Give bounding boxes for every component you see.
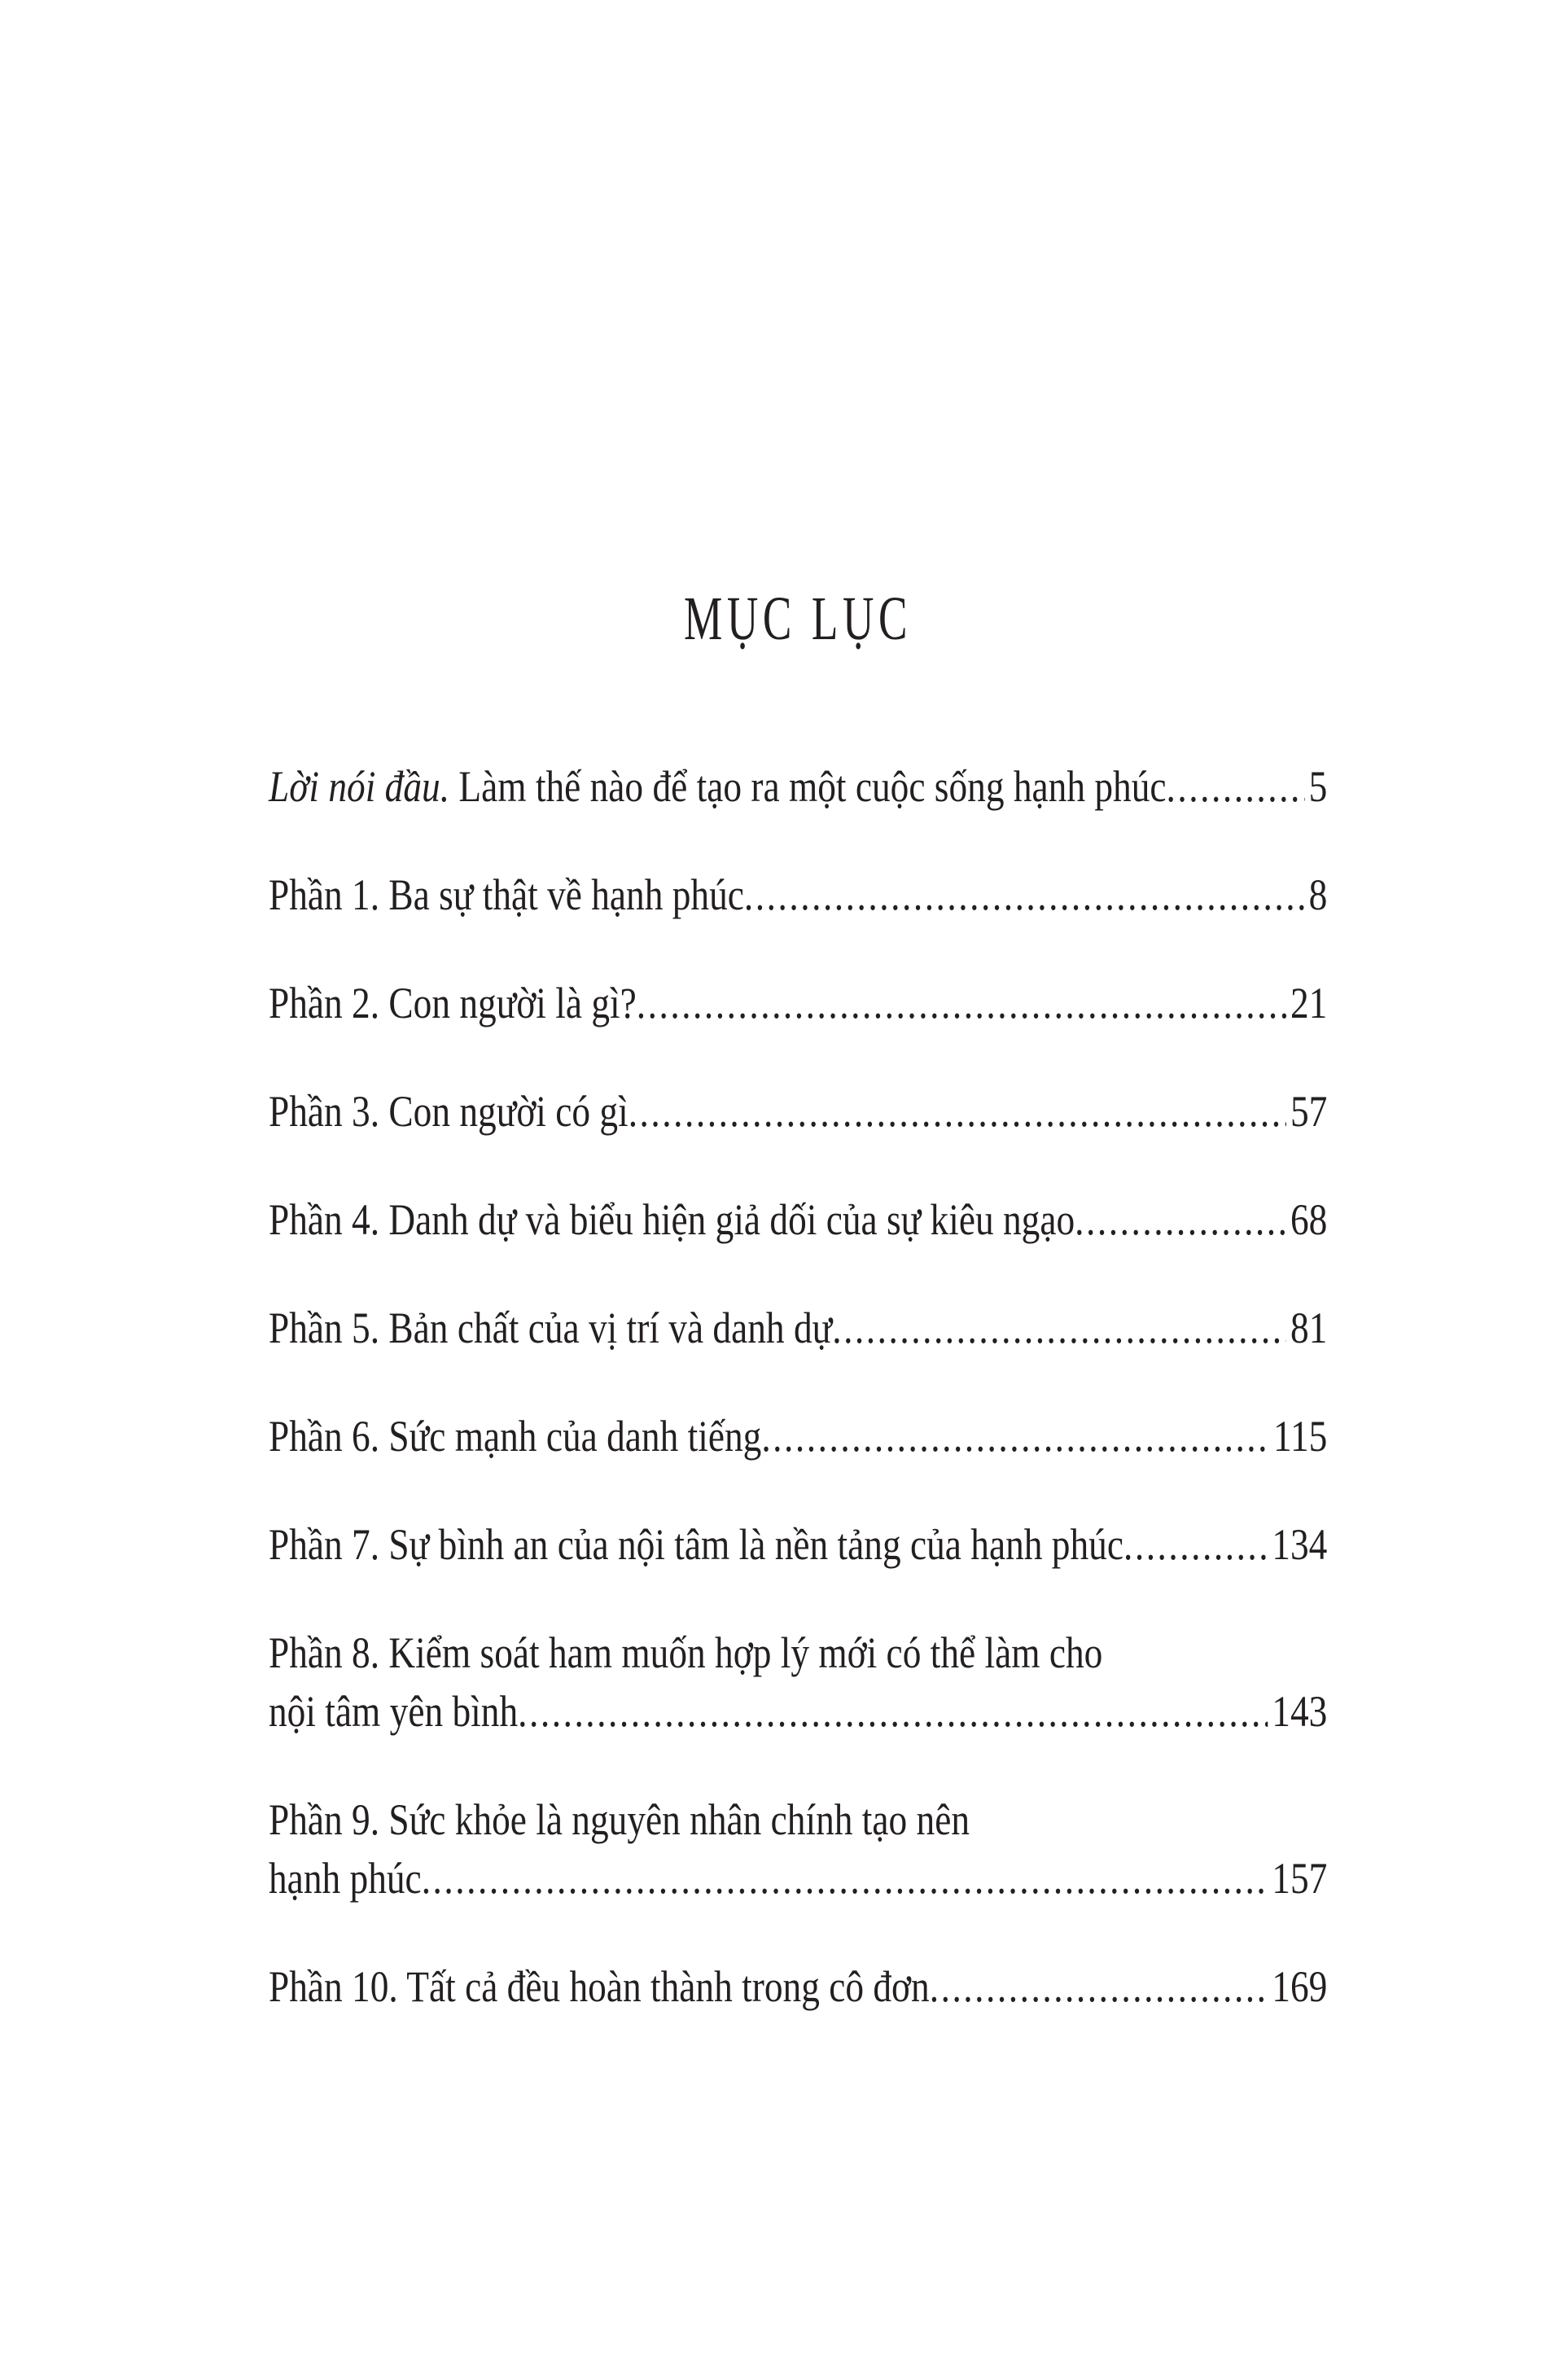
toc-entry-row	[269, 1682, 1327, 1741]
toc-entry-label: Phần 4. Danh dự và biểu hiện giả dối của sự kiêu ngạo	[269, 1195, 1075, 1244]
toc-entry-label-text: Làm thế nào để tạo ra một cuộc sống hạnh phúc	[449, 762, 1167, 811]
toc-page-number: 5	[1308, 762, 1328, 811]
toc-page-number: 134	[1272, 1520, 1328, 1569]
toc-entry-label: Phần 10. Tất cả đều hoàn thành trong cô đơn	[269, 1962, 930, 2011]
toc-entry	[269, 974, 1327, 1032]
dot-leader	[744, 865, 1305, 924]
dot-leader	[832, 1299, 1286, 1357]
toc-entry-row	[269, 1957, 1327, 2016]
toc-page-number: 68	[1290, 1195, 1328, 1244]
toc-entry-row	[269, 1515, 1327, 1574]
toc-entry	[269, 1190, 1327, 1249]
toc-entry	[269, 865, 1327, 924]
toc-page-number: 169	[1272, 1962, 1328, 2011]
toc-entry-row	[269, 1299, 1327, 1357]
toc-entry-line1: Phần 8. Kiểm soát ham muốn hợp lý mới có thể làm cho	[269, 1628, 1103, 1677]
toc-page-number: 57	[1290, 1087, 1328, 1136]
toc-page-number: 157	[1272, 1854, 1328, 1903]
toc-entry-line2: nội tâm yên bình	[269, 1687, 519, 1736]
toc-entry-line1: Phần 9. Sức khỏe là nguyên nhân chính tạo nên	[269, 1795, 970, 1844]
toc-page-number: 8	[1308, 870, 1328, 919]
dot-leader	[1075, 1190, 1286, 1249]
toc-entry-line2: hạnh phúc	[269, 1854, 422, 1903]
toc-entry-label: Phần 3. Con người có gì	[269, 1087, 629, 1136]
toc-entry	[269, 757, 1327, 816]
toc-entry	[269, 1299, 1327, 1357]
dot-leader	[422, 1849, 1268, 1908]
toc-entry-italic-prefix: Lời nói đầu.	[269, 762, 450, 811]
toc-entry-label: Phần 1. Ba sự thật về hạnh phúc	[269, 870, 744, 919]
dot-leader	[637, 974, 1286, 1032]
dot-leader	[761, 1407, 1269, 1466]
dot-leader	[1123, 1515, 1268, 1574]
toc-entry-row	[269, 1849, 1327, 1908]
toc-page-number: 81	[1290, 1303, 1328, 1352]
toc-entry-label: Phần 2. Con người là gì?	[269, 979, 637, 1027]
toc-entry-label: Phần 6. Sức mạnh của danh tiếng	[269, 1412, 762, 1461]
toc-entry-label	[269, 757, 1167, 816]
toc-entry-label: Phần 5. Bản chất của vị trí và danh dự	[269, 1303, 833, 1352]
dot-leader	[1167, 757, 1305, 816]
toc-entry-row	[269, 757, 1327, 816]
toc-entry	[269, 1082, 1327, 1141]
dot-leader	[629, 1082, 1286, 1141]
toc-entry-label: Phần 7. Sự bình an của nội tâm là nền tảng của hạnh phúc	[269, 1520, 1123, 1569]
toc-entry	[269, 1623, 1327, 1741]
toc-entry	[269, 1515, 1327, 1574]
dot-leader	[930, 1957, 1268, 2016]
toc-entry-row	[269, 865, 1327, 924]
toc-entry-row	[269, 974, 1327, 1032]
toc-entry-row	[269, 1190, 1327, 1249]
toc-page-number: 115	[1272, 1412, 1328, 1461]
toc-entry-row	[269, 1407, 1327, 1466]
toc-page-number: 143	[1272, 1687, 1328, 1736]
toc-entry-row	[269, 1082, 1327, 1141]
toc-entry	[269, 1407, 1327, 1466]
toc-entry	[269, 1957, 1327, 2016]
page-title: MỤC LỤC	[683, 584, 913, 653]
toc-page-number: 21	[1290, 979, 1328, 1027]
toc-entry	[269, 1790, 1327, 1908]
table-of-contents	[269, 757, 1327, 2066]
dot-leader	[518, 1682, 1268, 1741]
